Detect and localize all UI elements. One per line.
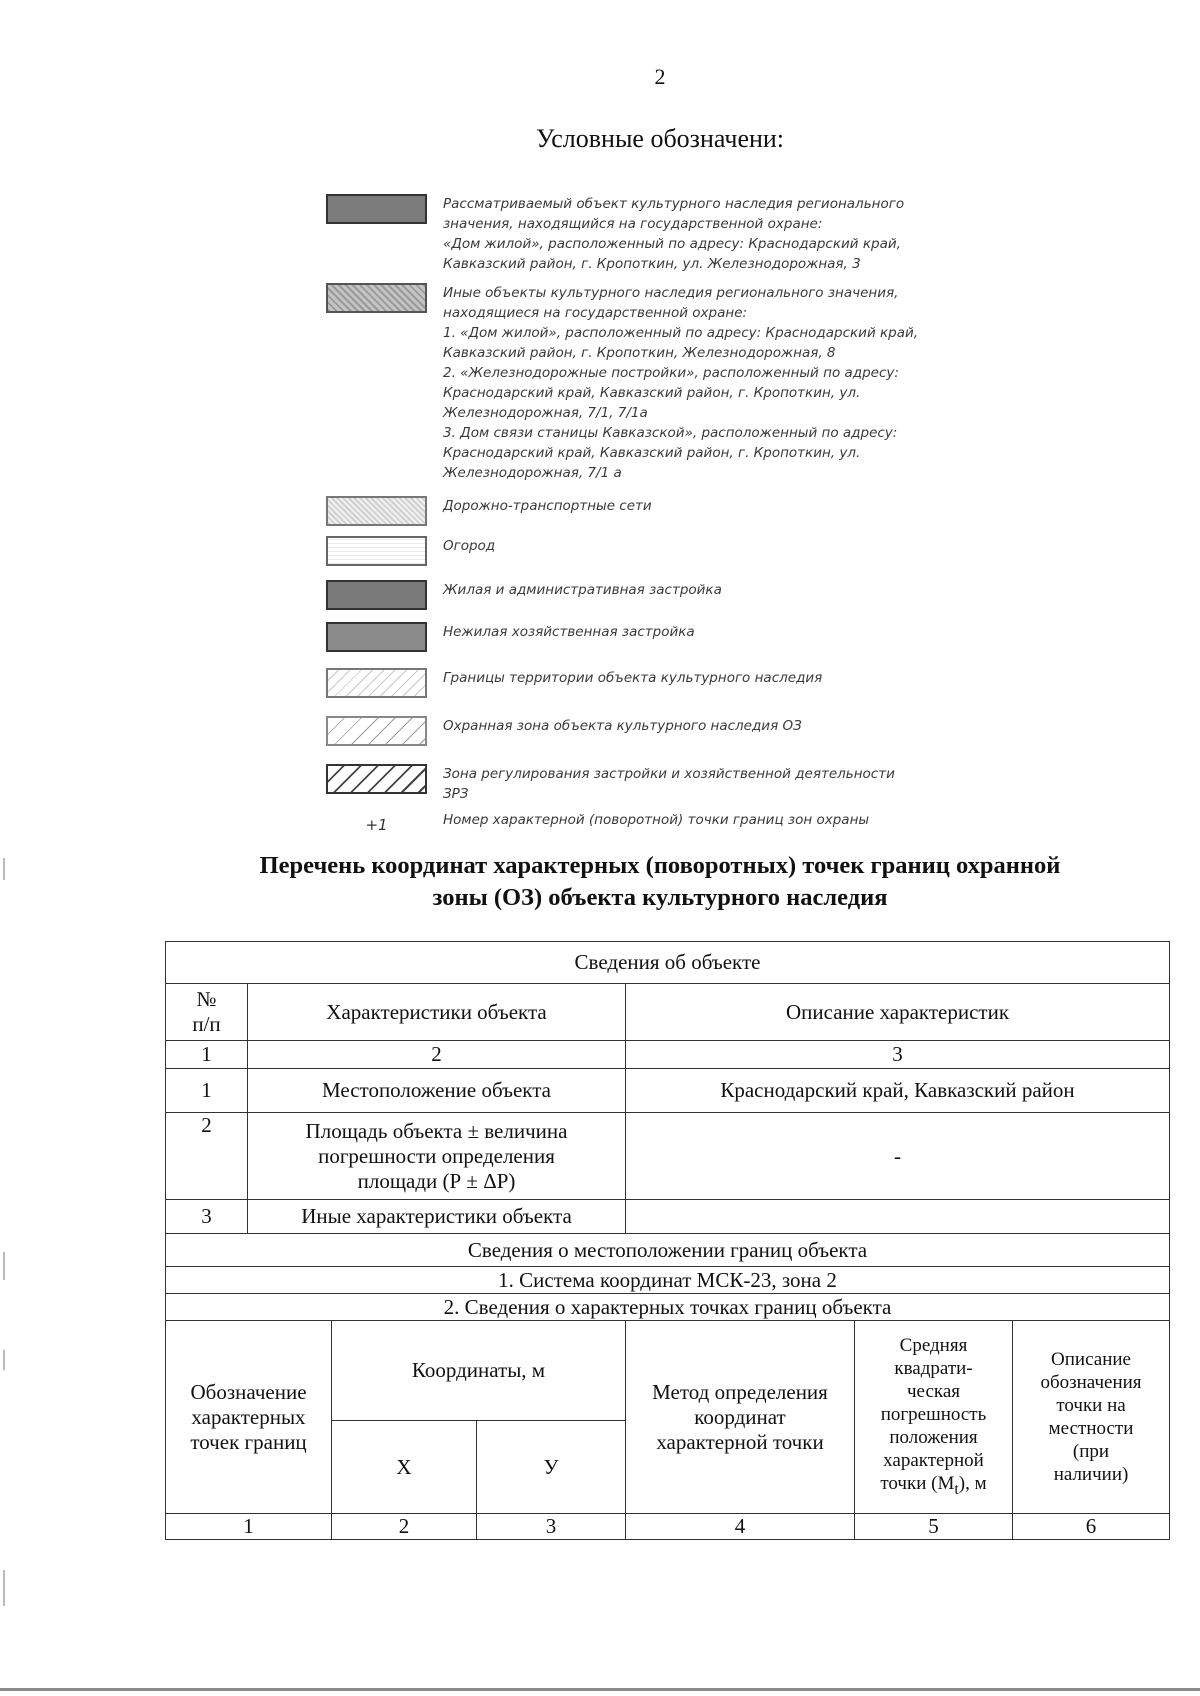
table-cell: Краснодарский край, Кавказский район [626,1069,1170,1113]
location-header: Сведения о местоположении границ объекта [166,1234,1170,1267]
legend-text: Иные объекты культурного наследия регионального значения, находящиеся на государственной охране: 1. «Дом жилой», расположенный по адресу: Краснодарский край, Кавказский район, г. Кропоткин, Железнодорожная, 8 2. «Железнодорожные постройки», расположенный по адресу: Краснодарский край, Кавказский район, г. Кропоткин, ул. Железнодорожная, 7/1, 7/1а 3. Дом связи станицы Кавказской», расположенный по адресу: Краснодарский край, Кавказский район, г. Кропоткин, ул. Железнодорожная, 7/1 а [443,285,919,481]
error-header-subscript: t [954,1480,959,1498]
table-row [166,1234,1170,1267]
table-row [166,942,1170,984]
table-cell: 1 [166,1041,248,1069]
coord-system: 1. Система координат МСК-23, зона 2 [166,1267,1170,1294]
table-cell: 4 [626,1514,855,1540]
column-header: Характеристики объекта [248,984,626,1041]
column-header: Метод определения координат характерной точки [626,1321,855,1514]
table-cell: 2 [332,1514,477,1540]
swatch-other-objects [326,283,427,313]
table-cell: 2 [248,1041,626,1069]
scan-margin-mark [3,858,5,880]
point-number-symbol: +1 [365,816,388,834]
table-row [166,1200,1170,1234]
table-row [166,1514,1170,1540]
table-row [166,1267,1170,1294]
points-header: 2. Сведения о характерных точках границ объекта [166,1294,1170,1321]
column-header: У [477,1421,626,1514]
table-row [166,1069,1170,1113]
column-header: Координаты, м [332,1321,626,1421]
scan-margin-mark [3,1350,5,1370]
column-header: № п/п [166,984,248,1041]
table-cell: Иные характеристики объекта [248,1200,626,1234]
legend-text: Жилая и административная застройка [443,582,722,598]
legend-text: Границы территории объекта культурного наследия [443,670,823,686]
table-cell [626,1200,1170,1234]
page-bottom-edge [0,1688,1200,1691]
column-header: Описание характеристик [626,984,1170,1041]
legend-text: Номер характерной (поворотной) точки границ зон охраны [443,812,870,828]
table-cell: 1 [166,1069,248,1113]
table-cell: - [626,1113,1170,1200]
legend-text: Зона регулирования застройки и хозяйственной деятельности ЗРЗ [443,766,895,802]
table-row [166,984,1170,1041]
table-row [166,1041,1170,1069]
error-header-text: Средняя квадрати- ческая погрешность положения характерной точки (M [880,1334,987,1494]
column-header: Описание обозначения точки на местности (при наличии) [1013,1321,1170,1514]
legend-text: Нежилая хозяйственная застройка [443,624,695,640]
error-header-suffix: ), м [958,1472,987,1494]
table-cell: 6 [1013,1514,1170,1540]
column-header: Обозначение характерных точек границ [166,1321,332,1514]
table-cell: 3 [477,1514,626,1540]
table-cell: 3 [626,1041,1170,1069]
legend-text: Охранная зона объекта культурного наследия ОЗ [443,718,802,734]
table-row [166,1113,1170,1200]
column-header: Х [332,1421,477,1514]
swatch-protection-zone [326,716,427,746]
table-header: Сведения об объекте [166,942,1170,984]
table-cell: Местоположение объекта [248,1069,626,1113]
section-title: Перечень координат характерных (поворотных) точек границ охранной зоны (ОЗ) объекта культурного наследия [259,852,1061,911]
swatch-garden [326,536,427,566]
swatch-road-network [326,496,427,526]
legend-title: Условные обозначени: [535,124,785,153]
table-cell: 1 [166,1514,332,1540]
swatch-non-residential [326,622,427,652]
swatch-regulation-zone [326,764,427,794]
table-row [166,1321,1170,1421]
table-cell: 3 [166,1200,248,1234]
scan-margin-mark [3,1252,5,1280]
legend-text: Дорожно-транспортные сети [443,498,652,514]
table-cell: 2 [166,1113,248,1200]
legend-text: Огород [443,538,496,554]
legend-text: Рассматриваемый объект культурного наследия регионального значения, находящийся на государственной охране: «Дом жилой», расположенный по адресу: Краснодарский край, Кавказский район, г. Кропоткин, ул. Железнодорожная, 3 [443,196,905,272]
table-cell: Площадь объекта ± величина погрешности определения площади (Р ± ΔР) [248,1113,626,1200]
page-number: 2 [654,64,666,89]
table-row [166,1294,1170,1321]
swatch-considered-object [326,194,427,224]
table-cell: 5 [855,1514,1013,1540]
swatch-residential [326,580,427,610]
column-header [855,1321,1013,1514]
scan-margin-mark [3,1570,5,1606]
swatch-heritage-boundary [326,668,427,698]
object-info-table [165,941,1170,1540]
